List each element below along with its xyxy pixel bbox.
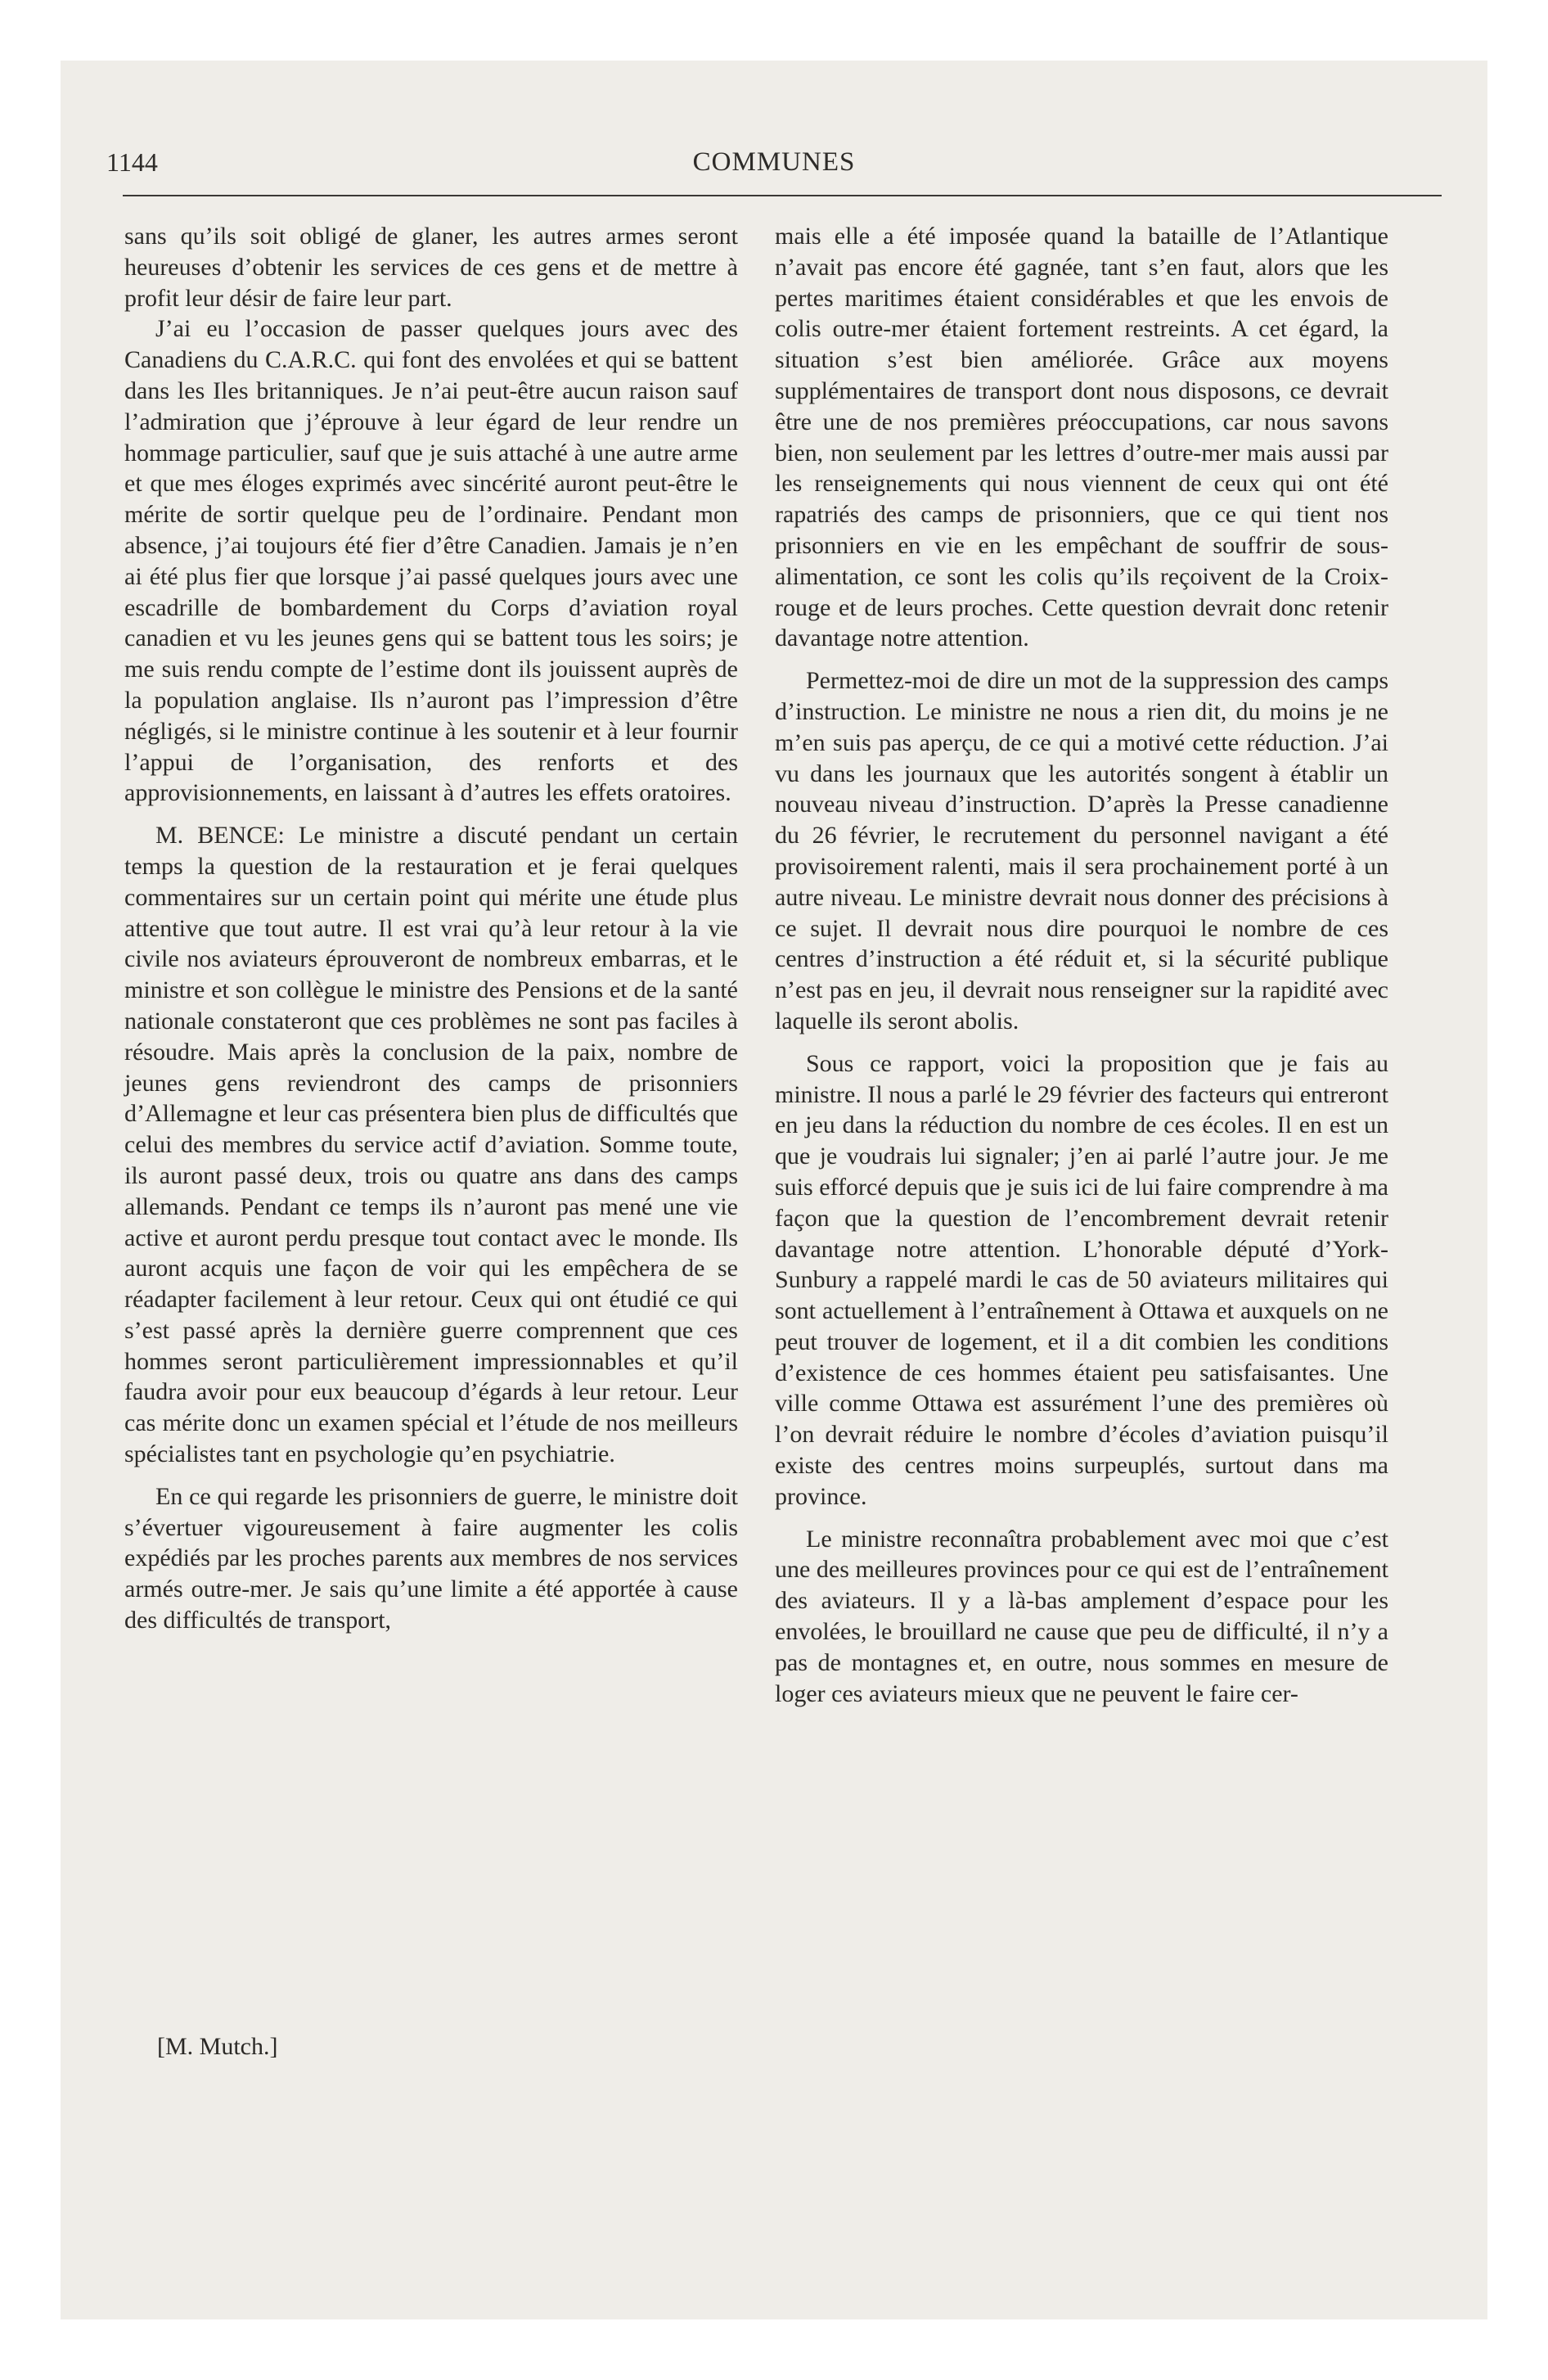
speaker-attribution: [M. Mutch.]	[157, 2033, 278, 2060]
paragraph: Permettez-moi de dire un mot de la suppression des camps d’instruction. Le ministre ne nous a rien dit, du moins je ne m’en suis pas aperçu, de ce qui a motivé cette réduction. J’ai vu dans les journaux que les autorités songent à établir un nouveau niveau d’instruction. D’après la Presse canadienne du 26 février, le recrutement du personnel navigant a été provisoirement ralenti, mais il sera prochainement porté à un autre niveau. Le ministre devrait nous donner des précisions à ce sujet. Il devrait nous dire pourquoi le nombre de ces centres d’instruction a été réduit et, si la sécurité publique n’est pas en jeu, il devrait nous renseigner sur la rapidité avec laquelle ils seront abolis.	[775, 667, 1388, 1034]
paragraph: Le ministre reconnaîtra probablement avec moi que c’est une des meilleures provinces pour ce qui est de l’entraînement des aviateurs. Il y a là-bas amplement d’espace pour les envolées, le brouillard ne cause que peu de difficulté, il n’y a pas de montagnes et, en outre, nous sommes en mesure de loger ces aviateurs mieux que ne peuvent le faire cer-	[775, 1525, 1388, 1707]
right-column	[775, 221, 1388, 1709]
paragraph: sans qu’ils soit obligé de glaner, les autres armes seront heureuses d’obtenir les services de ces gens et de mettre à profit leur désir de faire leur part.	[124, 223, 738, 312]
paragraph: Sous ce rapport, voici la proposition que je fais au ministre. Il nous a parlé le 29 février des facteurs qui entreront en jeu dans la réduction du nombre de ces écoles. Il en est un que je voudrais lui signaler; j’en ai parlé l’autre jour. Je me suis efforcé depuis que je suis ici de lui faire comprendre à ma façon que la question de l’encombrement devrait retenir davantage notre attention. L’honorable député d’York-Sunbury a rappelé mardi le cas de 50 aviateurs militaires qui sont actuellement à l’entraînement à Ottawa et auxquels on ne peut trouver de logement, et il a dit combien les conditions d’existence de ces hommes étaient peu satisfaisantes. Une ville comme Ottawa est assurément l’une des premières où l’on devrait réduire le nombre d’écoles d’aviation puisqu’il existe des centres moins surpeuplés, surtout dans ma province.	[775, 1049, 1388, 1510]
header-rule	[123, 195, 1442, 196]
page-header	[106, 146, 1442, 182]
paragraph: M. BENCE: Le ministre a discuté pendant un certain temps la question de la restauration et je ferai quelques commentaires sur un certain point qui mérite une étude plus attentive que tout autre. Il est vrai qu’à leur retour à la vie civile nos aviateurs éprouveront de nombreux embarras, et le ministre et son collègue le ministre des Pensions et de la santé nationale constateront que ces problèmes ne sont pas faciles à résoudre. Mais après la conclusion de la paix, nombre de jeunes gens reviendront des camps de prisonniers d’Allemagne et leur cas présentera bien plus de difficultés que celui des membres du service actif d’aviation. Somme toute, ils auront passé deux, trois ou quatre ans dans des camps allemands. Pendant ce temps ils n’auront pas mené une vie active et auront perdu presque tout contact avec le monde. Ils auront acquis une façon de voir qui les empêchera de se réadapter facilement à leur retour. Ceux qui ont étudié ce qui s’est passé après la dernière guerre comprennent que ces hommes seront particulièrement impressionnables et qu’il faudra avoir pour eux beaucoup d’égards à leur retour. Leur cas mérite donc un examen spécial et l’étude de nos meilleurs spécialistes tant en psychologie qu’en psychiatrie.	[124, 822, 738, 1468]
paragraph: En ce qui regarde les prisonniers de guerre, le ministre doit s’évertuer vigoureusement à faire augmenter les colis expédiés par les proches parents aux membres de nos services armés outre-mer. Je sais qu’une limite a été apportée à cause des difficultés de transport,	[124, 1482, 738, 1634]
paragraph: mais elle a été imposée quand la bataille de l’Atlantique n’avait pas encore été gagnée, tant s’en faut, alors que les pertes maritimes étaient considérables et que les envois de colis outre-mer étaient fortement restreints. A cet égard, la situation s’est bien améliorée. Grâce aux moyens supplémentaires de transport dont nous disposons, ce devrait être une de nos premières préoccupations, car nous savons bien, non seulement par les lettres d’outre-mer mais aussi par les renseignements qui nous viennent de ceux qui ont été rapatriés des camps de prisonniers, que ce qui tient nos prisonniers en vie en les empêchant de souffrir de sous-alimentation, ce sont les colis qu’ils reçoivent de la Croix-rouge et de leurs proches. Cette question devrait donc retenir davantage notre attention.	[775, 223, 1388, 652]
running-head: COMMUNES	[692, 147, 856, 177]
paragraph: J’ai eu l’occasion de passer quelques jours avec des Canadiens du C.A.R.C. qui font des envolées et qui se battent dans les Iles britanniques. Je n’ai peut-être aucun raison sauf l’admiration que j’éprouve à leur égard de leur rendre un hommage particulier, sauf que je suis attaché à une autre arme et que mes éloges exprimés avec sincérité auront peut-être le mérite de sortir quelque peu de l’ordinaire. Pendant mon absence, j’ai toujours été fier d’être Canadien. Jamais je n’en ai été plus fier que lorsque j’ai passé quelques jours avec une escadrille de bombardement du Corps d’aviation royal canadien et vu les jeunes gens qui se battent tous les soirs; je me suis rendu compte de l’estime dont ils jouissent auprès de la population anglaise. Ils n’auront pas l’impression d’être négligés, si le ministre continue à les soutenir et à leur fournir l’appui de l’organisation, des renforts et des approvisionnements, en laissant à d’autres les effets oratoires.	[124, 315, 738, 807]
left-column	[124, 221, 738, 1636]
page-number: 1144	[106, 147, 158, 177]
